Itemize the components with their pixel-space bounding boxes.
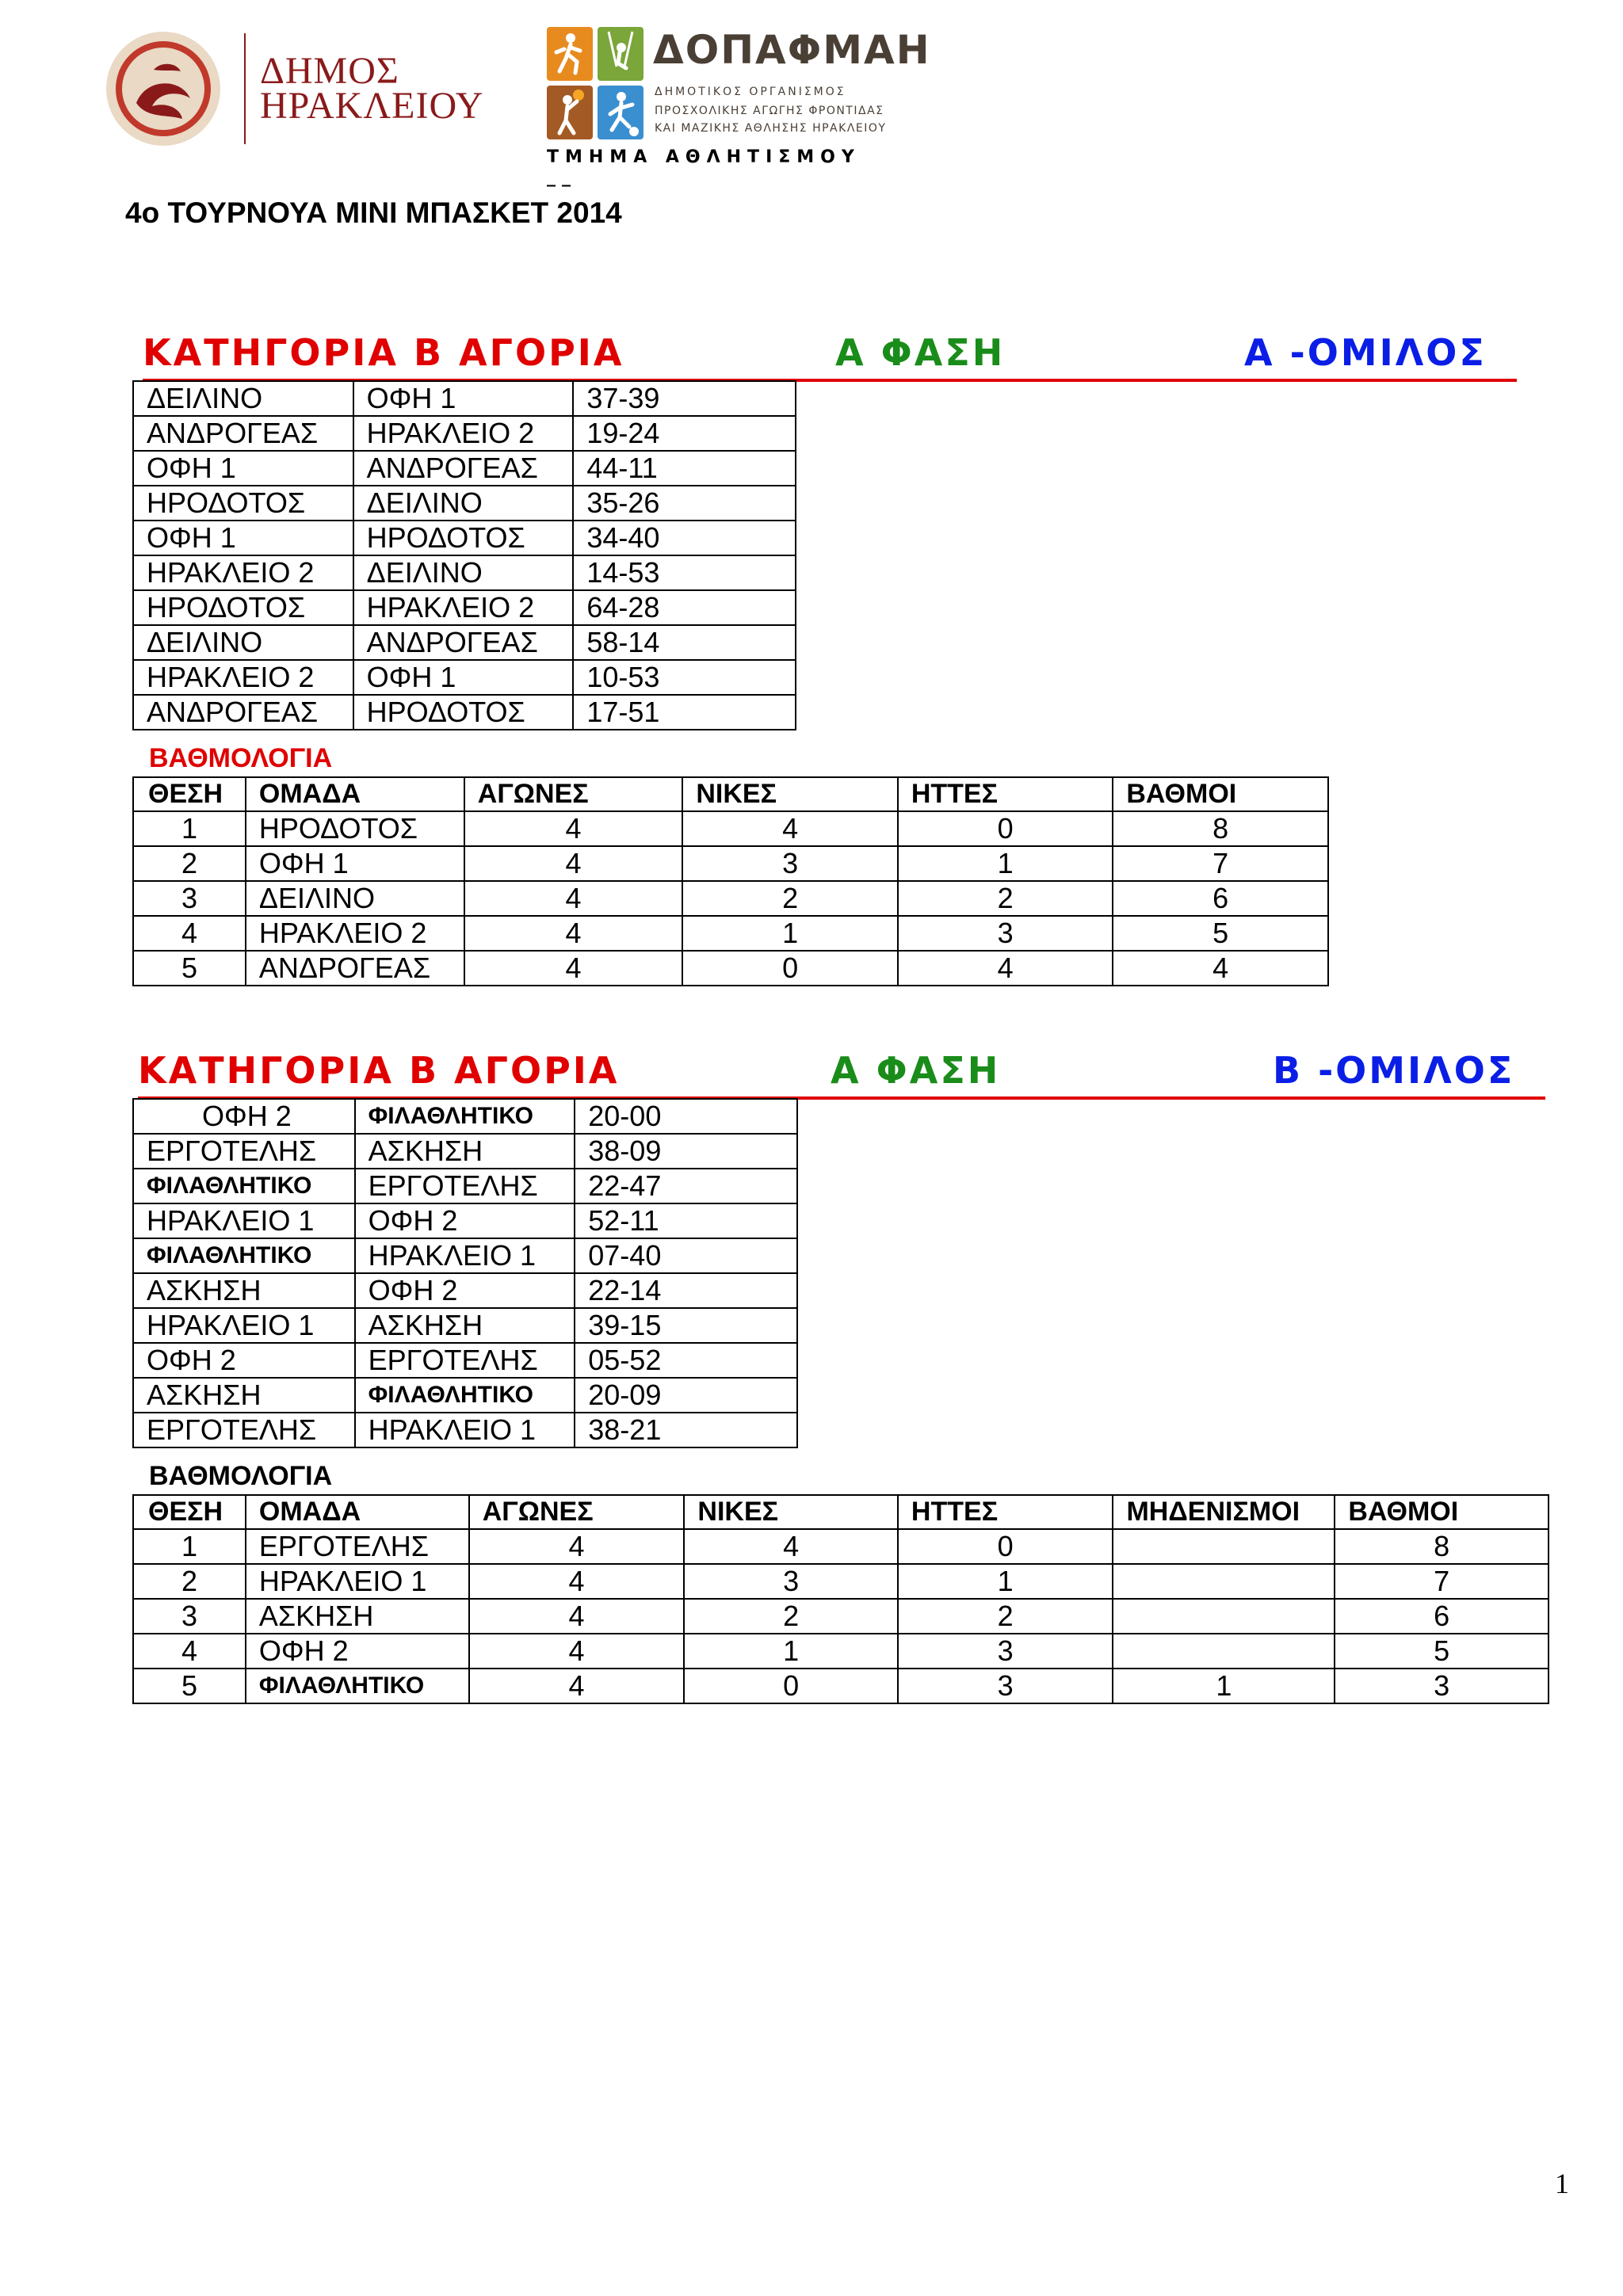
football-player-icon (598, 86, 643, 139)
team: ΟΦΗ 2 (246, 1634, 469, 1669)
organization-subtitle-3: ΚΑΙ ΜΑΖΙΚΗΣ ΑΘΛΗΣΗΣ ΗΡΑΚΛΕΙΟΥ (655, 122, 887, 135)
table-row (133, 1599, 1549, 1634)
points: 8 (1335, 1529, 1549, 1564)
page-number: 1 (1555, 2168, 1569, 2199)
home-team: ΑΣΚΗΣΗ (133, 1273, 355, 1308)
away-team: ΑΝΔΡΟΓΕΑΣ (353, 625, 574, 660)
group-a-label: Α -ΟΜΙΛΟΣ (1244, 331, 1487, 374)
group-b-category: ΚΑΤΗΓΟΡΙΑ Β ΑΓΟΡΙΑ (138, 1049, 620, 1092)
forfeits (1113, 1529, 1335, 1564)
group-a-phase: Α ΦΑΣΗ (835, 331, 1006, 374)
position: 2 (133, 846, 246, 881)
table-row (133, 1134, 797, 1169)
team: ΕΡΓΟΤΕΛΗΣ (246, 1529, 469, 1564)
group-b-phase: Α ΦΑΣΗ (831, 1049, 1001, 1092)
home-team: ΑΝΔΡΟΓΕΑΣ (133, 416, 353, 451)
home-team: ΔΕΙΛΙΝΟ (133, 381, 353, 416)
away-team: ΑΝΔΡΟΓΕΑΣ (353, 451, 574, 486)
games: 4 (464, 916, 683, 951)
department-label: ΤΜΗΜΑ ΑΘΛΗΤΙΣΜΟΥ __ (547, 147, 861, 187)
games: 4 (464, 881, 683, 916)
position: 5 (133, 1669, 246, 1703)
points: 7 (1335, 1564, 1549, 1599)
home-team: ΔΕΙΛΙΝΟ (133, 625, 353, 660)
basketball-player-icon (547, 86, 593, 139)
away-team: ΟΦΗ 1 (353, 660, 574, 695)
table-header-row (133, 777, 1328, 811)
home-team: ΟΦΗ 2 (133, 1343, 355, 1378)
games: 4 (464, 846, 683, 881)
home-team: ΕΡΓΟΤΕΛΗΣ (133, 1134, 355, 1169)
home-team: ΟΦΗ 2 (133, 1099, 355, 1134)
position: 5 (133, 951, 246, 986)
table-row (133, 1238, 797, 1273)
away-team: ΗΡΑΚΛΕΙΟ 2 (353, 590, 574, 625)
column-header: ΟΜΑΔΑ (246, 1495, 469, 1529)
organization-logo (547, 27, 931, 187)
games: 4 (469, 1529, 685, 1564)
municipality-logo (105, 27, 485, 147)
games: 4 (464, 811, 683, 846)
away-team: ΔΕΙΛΙΝΟ (353, 486, 574, 521)
away-team: ΗΡΑΚΛΕΙΟ 2 (353, 416, 574, 451)
losses: 3 (898, 916, 1113, 951)
points: 5 (1113, 916, 1328, 951)
score: 34-40 (573, 521, 796, 555)
away-team: ΗΡΟΔΟΤΟΣ (353, 521, 574, 555)
wins: 2 (684, 1599, 898, 1634)
score: 14-53 (573, 555, 796, 590)
municipality-seal-icon (105, 30, 222, 147)
table-row (133, 1169, 797, 1203)
runner-icon (547, 27, 593, 81)
wins: 1 (684, 1634, 898, 1669)
group-a-standings-label: ΒΑΘΜΟΛΟΓΙΑ (149, 743, 333, 773)
score: 05-52 (575, 1343, 797, 1378)
games: 4 (469, 1564, 685, 1599)
table-row (133, 1203, 797, 1238)
away-team: ΦΙΛΑΘΛΗΤΙΚΟ (355, 1099, 575, 1134)
column-header: ΟΜΑΔΑ (246, 777, 464, 811)
score: 38-09 (575, 1134, 797, 1169)
score: 10-53 (573, 660, 796, 695)
column-header: ΑΓΩΝΕΣ (469, 1495, 685, 1529)
swing-icon (598, 27, 643, 81)
points: 3 (1335, 1669, 1549, 1703)
column-header: ΒΑΘΜΟΙ (1335, 1495, 1549, 1529)
score: 64-28 (573, 590, 796, 625)
away-team: ΕΡΓΟΤΕΛΗΣ (355, 1169, 575, 1203)
away-team: ΗΡΟΔΟΤΟΣ (353, 695, 574, 730)
table-row (133, 1413, 797, 1447)
score: 39-15 (575, 1308, 797, 1343)
position: 2 (133, 1564, 246, 1599)
losses: 2 (898, 881, 1113, 916)
wins: 4 (684, 1529, 898, 1564)
home-team: ΗΡΑΚΛΕΙΟ 1 (133, 1308, 355, 1343)
team: ΗΡΟΔΟΤΟΣ (246, 811, 464, 846)
table-row (133, 1308, 797, 1343)
column-header: ΝΙΚΕΣ (682, 777, 897, 811)
group-b-standings-label: ΒΑΘΜΟΛΟΓΙΑ (149, 1461, 333, 1491)
losses: 3 (898, 1634, 1113, 1669)
group-b-label: Β -ΟΜΙΛΟΣ (1273, 1049, 1515, 1092)
table-row (133, 381, 796, 416)
position: 1 (133, 1529, 246, 1564)
group-a-category: ΚΑΤΗΓΟΡΙΑ Β ΑΓΟΡΙΑ (143, 331, 624, 374)
away-team: ΟΦΗ 2 (355, 1203, 575, 1238)
wins: 3 (684, 1564, 898, 1599)
column-header: ΗΤΤΕΣ (898, 1495, 1113, 1529)
wins: 0 (682, 951, 897, 986)
losses: 1 (898, 846, 1113, 881)
games: 4 (469, 1599, 685, 1634)
score: 35-26 (573, 486, 796, 521)
home-team: ΗΡΟΔΟΤΟΣ (133, 590, 353, 625)
table-row (133, 1634, 1549, 1669)
score: 22-14 (575, 1273, 797, 1308)
score: 19-24 (573, 416, 796, 451)
table-row (133, 1529, 1549, 1564)
column-header: ΜΗΔΕΝΙΣΜΟΙ (1113, 1495, 1335, 1529)
wins: 4 (682, 811, 897, 846)
table-row (133, 1378, 797, 1413)
team: ΑΣΚΗΣΗ (246, 1599, 469, 1634)
table-row (133, 1273, 797, 1308)
forfeits (1113, 1599, 1335, 1634)
score: 17-51 (573, 695, 796, 730)
away-team: ΔΕΙΛΙΝΟ (353, 555, 574, 590)
table-row (133, 555, 796, 590)
column-header: ΗΤΤΕΣ (898, 777, 1113, 811)
table-row (133, 660, 796, 695)
away-team: ΟΦΗ 2 (355, 1273, 575, 1308)
group-a-heading (143, 331, 1517, 382)
home-team: ΑΣΚΗΣΗ (133, 1378, 355, 1413)
table-row (133, 846, 1328, 881)
losses: 0 (898, 811, 1113, 846)
table-row (133, 881, 1328, 916)
wins: 2 (682, 881, 897, 916)
group-a-matches-table (132, 380, 796, 730)
table-row (133, 451, 796, 486)
games: 4 (469, 1634, 685, 1669)
position: 4 (133, 1634, 246, 1669)
points: 6 (1113, 881, 1328, 916)
column-header: ΘΕΣΗ (133, 1495, 246, 1529)
table-row (133, 521, 796, 555)
score: 38-21 (575, 1413, 797, 1447)
sports-icons-grid (547, 27, 645, 141)
logo-divider (244, 33, 246, 144)
points: 6 (1335, 1599, 1549, 1634)
games: 4 (469, 1669, 685, 1703)
score: 20-09 (575, 1378, 797, 1413)
table-row (133, 486, 796, 521)
group-a-standings-table (132, 776, 1329, 986)
losses: 3 (898, 1669, 1113, 1703)
group-b-standings-table (132, 1494, 1549, 1704)
table-header-row (133, 1495, 1549, 1529)
wins: 3 (682, 846, 897, 881)
home-team: ΟΦΗ 1 (133, 451, 353, 486)
table-row (133, 1669, 1549, 1703)
home-team: ΗΡΟΔΟΤΟΣ (133, 486, 353, 521)
losses: 4 (898, 951, 1113, 986)
wins: 1 (682, 916, 897, 951)
away-team: ΗΡΑΚΛΕΙΟ 1 (355, 1238, 575, 1273)
forfeits: 1 (1113, 1669, 1335, 1703)
away-team: ΟΦΗ 1 (353, 381, 574, 416)
home-team: ΦΙΛΑΘΛΗΤΙΚΟ (133, 1169, 355, 1203)
table-row (133, 416, 796, 451)
wins: 0 (684, 1669, 898, 1703)
municipality-name-line2: ΗΡΑΚΛΕΙΟΥ (260, 85, 484, 127)
points: 7 (1113, 846, 1328, 881)
team: ΟΦΗ 1 (246, 846, 464, 881)
score: 44-11 (573, 451, 796, 486)
losses: 1 (898, 1564, 1113, 1599)
away-team: ΦΙΛΑΘΛΗΤΙΚΟ (355, 1378, 575, 1413)
team: ΦΙΛΑΘΛΗΤΙΚΟ (246, 1669, 469, 1703)
document-title: 4ο ΤΟΥΡΝΟΥΑ ΜΙΝΙ ΜΠΑΣΚΕΤ 2014 (125, 196, 622, 229)
away-team: ΕΡΓΟΤΕΛΗΣ (355, 1343, 575, 1378)
municipality-name-line1: ΔΗΜΟΣ (260, 50, 399, 92)
score: 22-47 (575, 1169, 797, 1203)
home-team: ΦΙΛΑΘΛΗΤΙΚΟ (133, 1238, 355, 1273)
games: 4 (464, 951, 683, 986)
home-team: ΗΡΑΚΛΕΙΟ 2 (133, 660, 353, 695)
team: ΑΝΔΡΟΓΕΑΣ (246, 951, 464, 986)
home-team: ΗΡΑΚΛΕΙΟ 1 (133, 1203, 355, 1238)
column-header: ΝΙΚΕΣ (684, 1495, 898, 1529)
score: 58-14 (573, 625, 796, 660)
points: 4 (1113, 951, 1328, 986)
forfeits (1113, 1564, 1335, 1599)
position: 3 (133, 1599, 246, 1634)
table-row (133, 811, 1328, 846)
home-team: ΕΡΓΟΤΕΛΗΣ (133, 1413, 355, 1447)
score: 07-40 (575, 1238, 797, 1273)
points: 5 (1335, 1634, 1549, 1669)
table-row (133, 1099, 797, 1134)
table-row (133, 590, 796, 625)
team: ΗΡΑΚΛΕΙΟ 1 (246, 1564, 469, 1599)
score: 37-39 (573, 381, 796, 416)
position: 1 (133, 811, 246, 846)
losses: 0 (898, 1529, 1113, 1564)
table-row (133, 1564, 1549, 1599)
team: ΔΕΙΛΙΝΟ (246, 881, 464, 916)
table-row (133, 951, 1328, 986)
column-header: ΑΓΩΝΕΣ (464, 777, 683, 811)
home-team: ΗΡΑΚΛΕΙΟ 2 (133, 555, 353, 590)
team: ΗΡΑΚΛΕΙΟ 2 (246, 916, 464, 951)
forfeits (1113, 1634, 1335, 1669)
position: 4 (133, 916, 246, 951)
group-b-matches-table (132, 1098, 798, 1448)
score: 20-00 (575, 1099, 797, 1134)
table-row (133, 1343, 797, 1378)
away-team: ΑΣΚΗΣΗ (355, 1134, 575, 1169)
score: 52-11 (575, 1203, 797, 1238)
organization-subtitle-1: ΔΗΜΟΤΙΚΟΣ ΟΡΓΑΝΙΣΜΟΣ (655, 86, 846, 98)
table-row (133, 916, 1328, 951)
table-row (133, 625, 796, 660)
home-team: ΟΦΗ 1 (133, 521, 353, 555)
column-header: ΒΑΘΜΟΙ (1113, 777, 1328, 811)
group-b-heading (138, 1049, 1545, 1100)
losses: 2 (898, 1599, 1113, 1634)
column-header: ΘΕΣΗ (133, 777, 246, 811)
organization-name: ΔΟΠΑΦΜΑΗ (653, 27, 931, 73)
table-row (133, 695, 796, 730)
organization-subtitle-2: ΠΡΟΣΧΟΛΙΚΗΣ ΑΓΩΓΗΣ ΦΡΟΝΤΙΔΑΣ (655, 105, 884, 117)
home-team: ΑΝΔΡΟΓΕΑΣ (133, 695, 353, 730)
position: 3 (133, 881, 246, 916)
away-team: ΑΣΚΗΣΗ (355, 1308, 575, 1343)
points: 8 (1113, 811, 1328, 846)
away-team: ΗΡΑΚΛΕΙΟ 1 (355, 1413, 575, 1447)
